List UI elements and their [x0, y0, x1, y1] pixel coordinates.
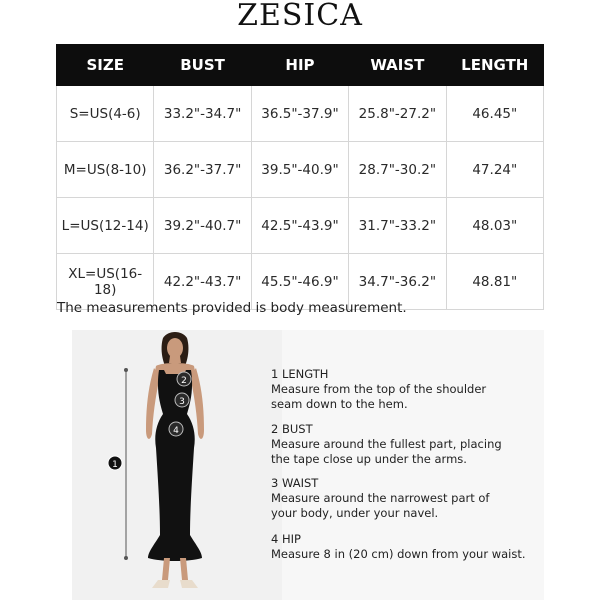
instruction-text: your body, under your navel. — [271, 506, 439, 520]
cell-bust: 36.2"-37.7" — [154, 142, 251, 198]
instruction-length — [271, 367, 531, 412]
cell-waist: 25.8"-27.2" — [349, 86, 446, 142]
cell-bust: 39.2"-40.7" — [154, 198, 251, 254]
header-size: SIZE — [57, 45, 154, 86]
instruction-text: the tape close up under the arms. — [271, 452, 467, 466]
instruction-title: 2 BUST — [271, 422, 313, 436]
table-row — [57, 198, 544, 254]
instruction-text: Measure around the fullest part, placing — [271, 437, 502, 451]
brand-logo: ZESICA — [237, 0, 363, 33]
marker-3 — [175, 393, 189, 407]
header-waist: WAIST — [349, 45, 446, 86]
measurement-note: The measurements provided is body measurement. — [57, 300, 407, 316]
header-length: LENGTH — [446, 45, 543, 86]
instruction-waist — [271, 476, 531, 521]
cell-size: L=US(12-14) — [57, 198, 154, 254]
cell-hip: 39.5"-40.9" — [251, 142, 348, 198]
instruction-title: 4 HIP — [271, 532, 301, 546]
size-chart-table — [56, 44, 544, 310]
cell-size: M=US(8-10) — [57, 142, 154, 198]
table-row — [57, 86, 544, 142]
cell-hip: 42.5"-43.9" — [251, 198, 348, 254]
cell-length: 46.45" — [446, 86, 543, 142]
model-figure — [56, 330, 286, 600]
cell-size: XL=US(16-18) — [57, 254, 154, 310]
svg-text:4: 4 — [173, 426, 179, 436]
marker-1 — [108, 456, 122, 470]
header-bust: BUST — [154, 45, 251, 86]
svg-text:1: 1 — [112, 460, 118, 470]
table-row — [57, 142, 544, 198]
instruction-bust — [271, 422, 531, 467]
instruction-text: Measure 8 in (20 cm) down from your waist. — [271, 547, 526, 561]
cell-waist: 34.7"-36.2" — [349, 254, 446, 310]
instruction-title: 3 WAIST — [271, 476, 319, 490]
cell-bust: 42.2"-43.7" — [154, 254, 251, 310]
cell-waist: 31.7"-33.2" — [349, 198, 446, 254]
cell-length: 48.81" — [446, 254, 543, 310]
marker-4 — [169, 422, 183, 436]
instruction-text: seam down to the hem. — [271, 397, 408, 411]
header-hip: HIP — [251, 45, 348, 86]
cell-hip: 45.5"-46.9" — [251, 254, 348, 310]
cell-waist: 28.7"-30.2" — [349, 142, 446, 198]
svg-text:2: 2 — [181, 376, 187, 386]
cell-length: 47.24" — [446, 142, 543, 198]
cell-bust: 33.2"-34.7" — [154, 86, 251, 142]
svg-text:3: 3 — [179, 397, 185, 407]
cell-size: S=US(4-6) — [57, 86, 154, 142]
cell-length: 48.03" — [446, 198, 543, 254]
instruction-hip — [271, 532, 531, 562]
table-header-row — [57, 45, 544, 86]
cell-hip: 36.5"-37.9" — [251, 86, 348, 142]
instruction-text: Measure around the narrowest part of — [271, 491, 490, 505]
instruction-text: Measure from the top of the shoulder — [271, 382, 487, 396]
instruction-title: 1 LENGTH — [271, 367, 329, 381]
marker-2 — [177, 372, 191, 386]
